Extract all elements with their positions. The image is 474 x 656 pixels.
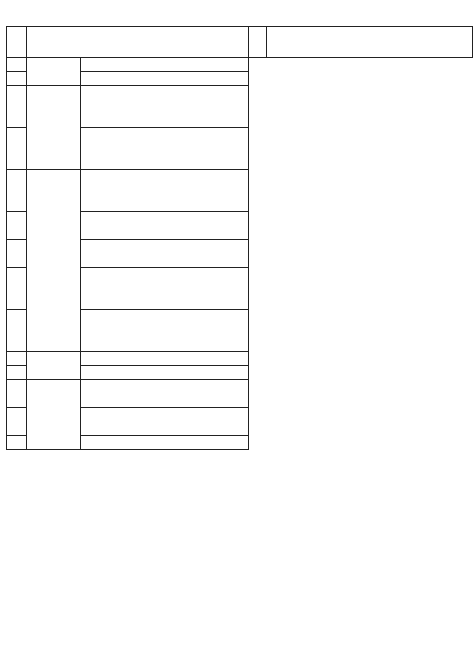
left-item-text [81, 128, 249, 170]
left-category [27, 380, 81, 450]
left-row-num [7, 128, 27, 170]
left-row-num [7, 366, 27, 380]
table-row [7, 380, 473, 394]
left-row-num [7, 408, 27, 436]
left-category [27, 58, 81, 86]
header-num-right [249, 27, 267, 58]
table-body [7, 58, 473, 450]
left-item-text [81, 170, 249, 212]
table-row [7, 86, 473, 100]
left-category [27, 86, 81, 170]
left-row-num [7, 72, 27, 86]
left-item-text [81, 310, 249, 352]
header-shishi [27, 27, 249, 58]
header-zhongdian [267, 27, 473, 58]
table-row [7, 58, 473, 72]
left-category [27, 352, 81, 380]
left-row-num [7, 212, 27, 240]
left-row-num [7, 240, 27, 268]
table-row [7, 352, 473, 366]
left-row-num [7, 268, 27, 310]
left-row-num [7, 310, 27, 352]
left-item-text [81, 72, 249, 86]
left-item-text [81, 436, 249, 450]
left-item-text [81, 268, 249, 310]
left-item-text [81, 212, 249, 240]
schedule-table [6, 26, 473, 450]
left-row-num [7, 352, 27, 366]
left-row-num [7, 170, 27, 212]
left-item-text [81, 352, 249, 366]
left-item-text [81, 366, 249, 380]
table-row [7, 170, 473, 184]
left-row-num [7, 380, 27, 408]
header-num-left [7, 27, 27, 58]
left-item-text [81, 86, 249, 128]
left-item-text [81, 58, 249, 72]
left-category [27, 170, 81, 352]
left-item-text [81, 408, 249, 436]
left-row-num [7, 58, 27, 72]
left-item-text [81, 240, 249, 268]
left-item-text [81, 380, 249, 408]
left-row-num [7, 436, 27, 450]
left-row-num [7, 86, 27, 128]
table-header-row [7, 27, 473, 58]
